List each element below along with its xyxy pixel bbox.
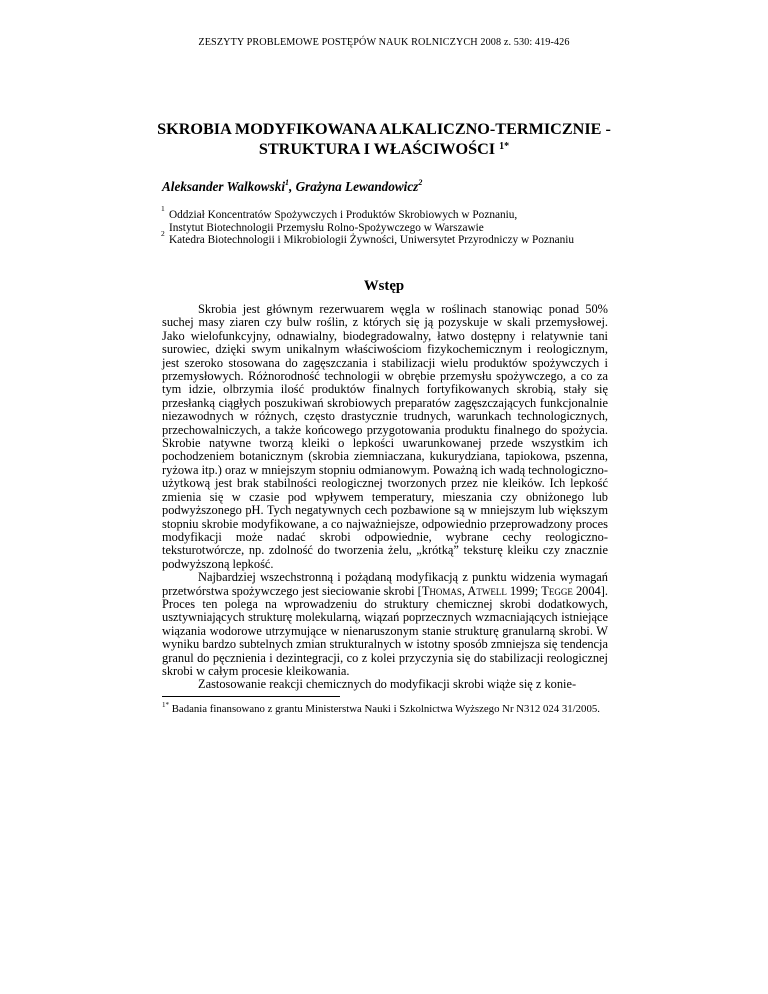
affiliation-1-line-2: Instytut Biotechnologii Przemysłu Rolno-Spożywczego w Warszawie bbox=[169, 221, 484, 234]
citation-year-2: 2004] bbox=[572, 583, 605, 598]
author-line bbox=[162, 179, 422, 195]
author-2: Grażyna Lewandowicz bbox=[295, 179, 419, 194]
author-separator: , bbox=[288, 179, 296, 194]
affiliation-2: 2 Katedra Biotechnologii i Mikrobiologii Żywności, Uniwersytet Przyrodniczy w Poznaniu bbox=[161, 229, 575, 246]
footnote-text: Badania finansowano z grantu Ministerstwa Nauki i Szkolnictwa Wyższego Nr N312 024 31/2005. bbox=[169, 703, 600, 715]
citation-thomas-atwell: Thomas, Atwell bbox=[421, 583, 507, 598]
affiliation-1-line-1: Oddział Koncentratów Spożywczych i Produktów Skrobiowych w Poznaniu, bbox=[169, 209, 518, 221]
affiliations bbox=[161, 204, 575, 247]
title-line-1: SKROBIA MODYFIKOWANA ALKALICZNO-TERMICZNIE - bbox=[157, 120, 611, 138]
paragraph-2-start: Najbardziej wszechstronną i pożądaną modyfikacją z punktu widzenia wymagań przetwórstwa spożywczego jest sieciowanie skrobi [ bbox=[162, 570, 608, 598]
body-text bbox=[162, 303, 608, 692]
footnote-divider bbox=[162, 696, 340, 697]
section-heading: Wstęp bbox=[363, 278, 405, 294]
citation-tegge: Tegge bbox=[541, 583, 573, 598]
article-title bbox=[80, 119, 688, 159]
affiliation-2-line-1: Katedra Biotechnologii i Mikrobiologii Żywności, Uniwersytet Przyrodniczy w Poznaniu bbox=[169, 234, 575, 246]
author-1-affiliation-mark: 1 bbox=[284, 178, 289, 187]
author-1: Aleksander Walkowski bbox=[162, 179, 285, 194]
footnote bbox=[162, 703, 608, 716]
paragraph-3: Zastosowanie reakcji chemicznych do modyfikacji skrobi wiąże się z konie- bbox=[198, 677, 577, 692]
affiliation-1: 1 Oddział Koncentratów Spożywczych i Produktów Skrobiowych w Poznaniu, Instytut Biotechnologii Przemysłu Rolno-Spożywczego w Warszawie bbox=[162, 209, 574, 234]
footnote-mark: 1* bbox=[162, 701, 169, 709]
paragraph-2 bbox=[162, 571, 608, 678]
author-2-affiliation-mark: 2 bbox=[418, 178, 423, 187]
paragraph-2-end: . Proces ten polega na wprowadzeniu do struktury chemicznej skrobi dodatkowych, usztywniających strukturę molekularną, wiązań poprzecznych wzmacniających istniejące wiązania wodorowe utrzymujące w nienaruszonym stanie strukturę granularną skrobi. W wyniku bardzo subtelnych zmian strukturalnych w istotny sposób zmniejsza się tendencja granul do pęcznienia i dezintegracji, co z kolei przyczynia się do stabilizacji reologicznej skrobi w całym procesie kleikowania. bbox=[162, 583, 608, 678]
title-footnote-mark: 1* bbox=[499, 141, 510, 152]
paragraph-1: Skrobia jest głównym rezerwuarem węgla w roślinach stanowiąc ponad 50% suchej masy ziaren czy bulw roślin, z których się ją pozyskuje w skali przemysłowej. Jako wielofunkcyjny, odnawialny, biodegradowalny, łatwo dostępny i relatywnie tani surowiec, dzięki swym unikalnym właściwościom fizykochemicznym i reologicznym, jest szeroko stosowana do zagęszczania i stabilizacji wielu produktów spożywczych i przemysłowych. Różnorodność technologii w obrębie przemysłu spożywczego, a co za tym idzie, olbrzymia ilość produktów finalnych fortyfikowanych skrobią, stały się przesłanką ciągłych poszukiwań skrobiowych preparatów zagęszczających funkcjonalnie niezawodnych w różnych, często drastycznie trudnych, warunkach technologicznych, przechowalniczych, a także końcowego przygotowania produktu finalnego do spożycia. Skrobie natywne tworzą kleiki o lepkości uwarunkowanej przede wszystkim ich pochodzeniem botanicznym (skrobia ziemniaczana, kukurydziana, tapiokowa, pszenna, ryżowa itp.) oraz w mniejszym stopniu odmianowym. Poważną ich wadą technologiczno-użytkową jest brak stabilności reologicznej tworzonych przez nie kleików. Ich lepkość zmienia się w czasie pod wpływem temperatury, mieszania czy obniżonego lub podwyższonego pH. Tych negatywnych cech pozbawione są w mniejszym lub większym stopniu skrobie modyfikowane, a co najważniejsze, odpowiednio przeprowadzony proces modyfikacji może nadać skrobi odpowiednie, wybrane cechy reologiczno-teksturotwórcze, np. zdolność do tworzenia żelu, „krótką” teksturę kleiku czy znacznie podwyższoną lepkość. bbox=[162, 302, 608, 571]
citation-year-1: 1999; bbox=[506, 583, 542, 598]
running-header: ZESZYTY PROBLEMOWE POSTĘPÓW NAUK ROLNICZYCH 2008 z. 530: 419-426 bbox=[198, 37, 570, 48]
title-line-2 bbox=[80, 139, 688, 159]
title-line-2-text: STRUKTURA I WŁAŚCIWOŚCI bbox=[258, 140, 496, 158]
